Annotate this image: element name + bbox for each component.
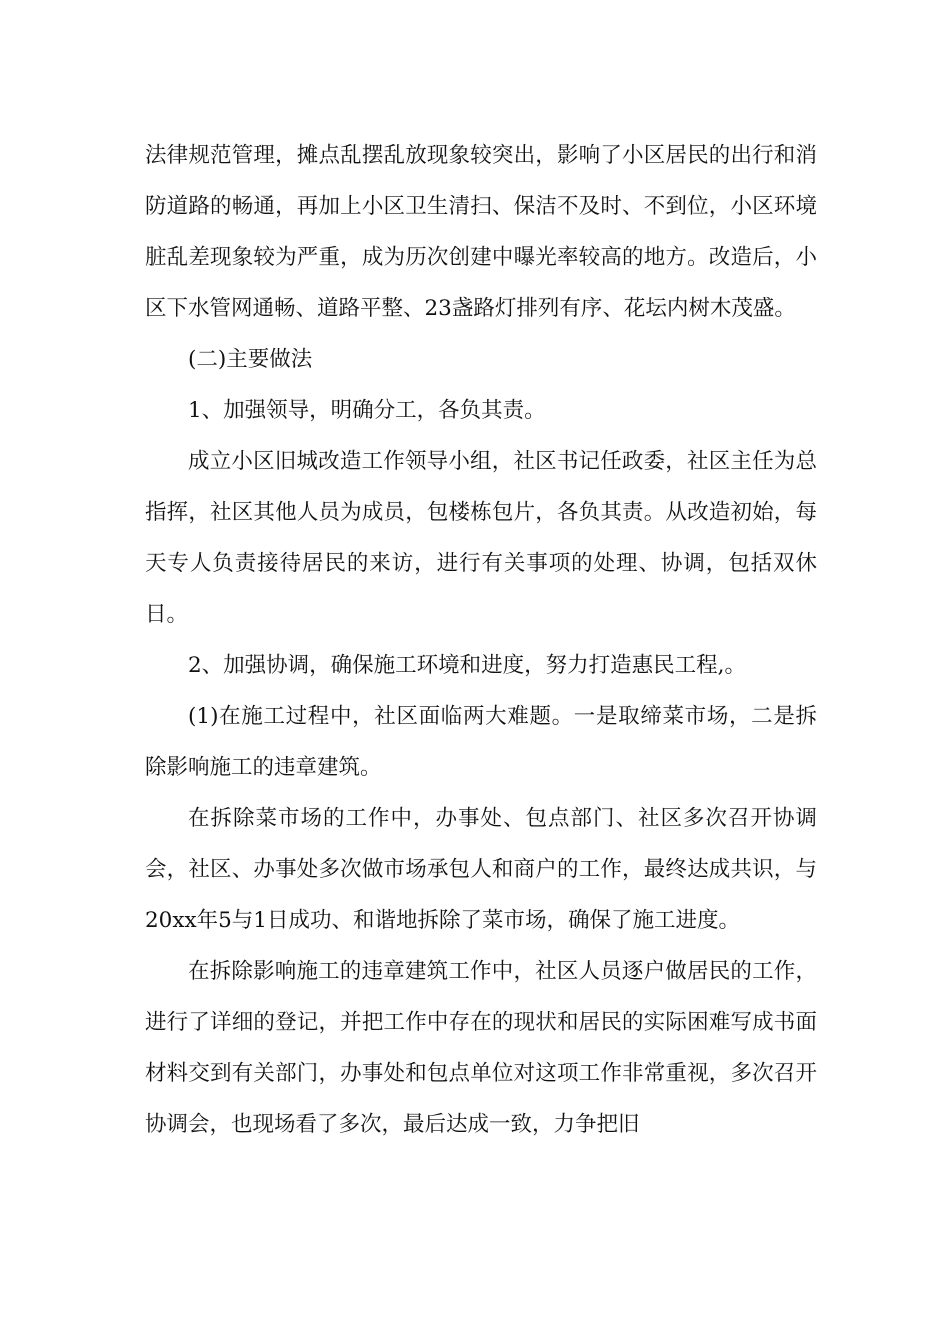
subheading-leadership: 1、加强领导，明确分工，各负其责。	[188, 398, 546, 423]
paragraph-leadership-group: 成立小区旧城改造工作领导小组，社区书记任政委，社区主任为总指挥，社区其他人员为成员，包楼栋包片，各负其责。从改造初始，每天专人负责接待居民的来访，进行有关事项的处理、协调，包括双休日。	[145, 449, 817, 627]
paragraph-two-difficulties: (1)在施工过程中，社区面临两大难题。一是取缔菜市场，二是拆除影响施工的违章建筑。	[145, 704, 817, 780]
section-heading-main-practices: (二)主要做法	[188, 347, 313, 372]
document-body	[145, 130, 817, 1150]
paragraph-continuation: 法律规范管理，摊点乱摆乱放现象较突出，影响了小区居民的出行和消防道路的畅通，再加上小区卫生清扫、保洁不及时、不到位，小区环境脏乱差现象较为严重，成为历次创建中曝光率较高的地方。改造后，小区下水管网通畅、道路平整、23盏路灯排列有序、花坛内树木茂盛。	[145, 143, 817, 321]
paragraph-illegal-buildings: 在拆除影响施工的违章建筑工作中，社区人员逐户做居民的工作，进行了详细的登记，并把工作中存在的现状和居民的实际困难写成书面材料交到有关部门，办事处和包点单位对这项工作非常重视，多次召开协调会，也现场看了多次，最后达成一致，力争把旧	[145, 959, 817, 1137]
paragraph-market-removal: 在拆除菜市场的工作中，办事处、包点部门、社区多次召开协调会，社区、办事处多次做市场承包人和商户的工作，最终达成共识，与20xx年5与1日成功、和谐地拆除了菜市场，确保了施工进度。	[145, 806, 817, 933]
subheading-coordination: 2、加强协调，确保施工环境和进度，努力打造惠民工程,。	[188, 653, 747, 678]
